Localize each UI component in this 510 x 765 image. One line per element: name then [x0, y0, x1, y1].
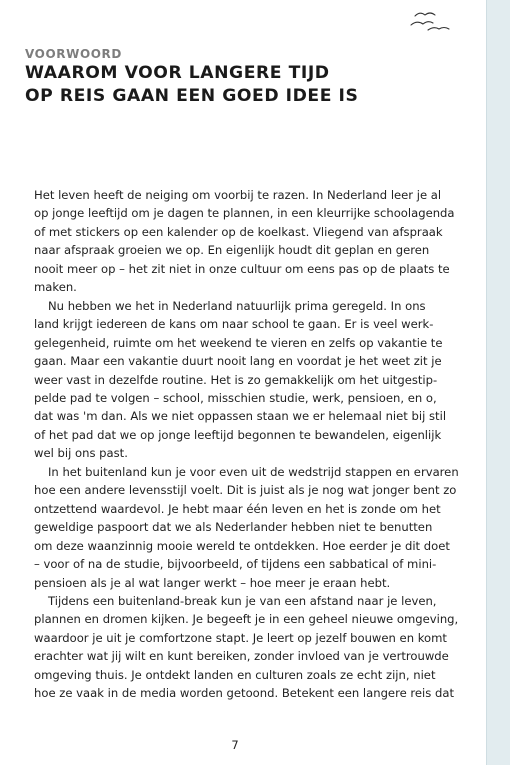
text-line: Tijdens een buitenland-break kun je van een afstand naar je leven, — [48, 593, 437, 608]
text-line: geweldige paspoort dat we als Nederlander hebben niet te benutten — [34, 520, 433, 535]
text-line: erachter wat jij wilt en kunt bereiken, zonder invloed van je vertrouwde — [34, 649, 449, 664]
text-line: pelde pad te volgen – school, misschien studie, werk, pensioen, en o, — [34, 390, 437, 405]
text-line: – voor of na de studie, bijvoorbeeld, of tijdens een sabbatical of mini- — [34, 557, 437, 572]
text-line: waardoor je uit je comfortzone stapt. Je leert op jezelf bouwen en komt — [34, 630, 447, 645]
body-text — [34, 186, 459, 703]
paragraph — [34, 463, 459, 592]
chapter-title-line: OP REIS GAAN EEN GOED IDEE IS — [25, 86, 359, 106]
text-line: pensioen als je al wat langer werkt – hoe meer je eraan hebt. — [34, 575, 391, 590]
text-line: plannen en dromen kijken. Je begeeft je in een geheel nieuwe omgeving, — [34, 612, 459, 627]
page-number: 7 — [231, 738, 239, 752]
paragraph — [34, 186, 454, 297]
text-line: hoe een andere levensstijl voelt. Dit is juist als je nog wat jonger bent zo — [34, 483, 457, 498]
text-line: nooit meer op – het zit niet in onze cultuur om eens pas op de plaats te — [34, 261, 450, 276]
page-edge-strip — [486, 0, 510, 765]
text-line: omgeving thuis. Je ontdekt landen en culturen zoals ze echt zijn, niet — [34, 667, 436, 682]
text-line: of met stickers op een kalender op de koelkast. Vliegend van afspraak — [34, 224, 443, 239]
text-line: om deze waanzinnig mooie wereld te ontdekken. Hoe eerder je dit doet — [34, 538, 450, 553]
text-line: land krijgt iedereen de kans om naar school te gaan. Er is veel werk- — [34, 317, 434, 332]
text-line: naar afspraak groeien we op. En eigenlijk houdt dit geplan en geren — [34, 243, 430, 258]
text-line: op jonge leeftijd om je dagen te plannen, in een kleurrijke schoolagenda — [34, 206, 455, 221]
text-line: hoe ze vaak in de media worden getoond. Betekent een langere reis dat — [34, 686, 455, 701]
paragraph — [34, 297, 454, 463]
chapter-title — [25, 62, 358, 108]
text-line: Het leven heeft de neiging om voorbij te razen. In Nederland leer je al — [34, 188, 442, 202]
text-line: In het buitenland kun je voor even uit de wedstrijd stappen en ervaren — [48, 464, 459, 479]
paragraph — [34, 592, 459, 703]
flying-birds-icon — [406, 8, 452, 34]
text-line: wel bij ons past. — [34, 446, 128, 461]
text-line: dat was 'm dan. Als we niet oppassen staan we er helemaal niet bij stil — [34, 409, 447, 424]
text-line: gelegenheid, ruimte om het weekend te vieren en zelfs op vakantie te — [34, 335, 443, 350]
text-line: Nu hebben we het in Nederland natuurlijk prima geregeld. In ons — [48, 298, 426, 313]
text-line: gaan. Maar een vakantie duurt nooit lang en voordat je het weet zit je — [34, 354, 442, 369]
text-line: maken. — [34, 280, 77, 295]
text-line: ontzettend waardevol. Je hebt maar één leven en het is zonde om het — [34, 501, 441, 516]
text-line: weer vast in dezelfde routine. Het is zo gemakkelijk om het uitgestip- — [34, 372, 438, 387]
chapter-title-line: WAAROM VOOR LANGERE TIJD — [25, 63, 330, 83]
section-label: VOORWOORD — [25, 47, 122, 61]
text-line: of het pad dat we op jonge leeftijd begonnen te bewandelen, eigenlijk — [34, 427, 442, 442]
